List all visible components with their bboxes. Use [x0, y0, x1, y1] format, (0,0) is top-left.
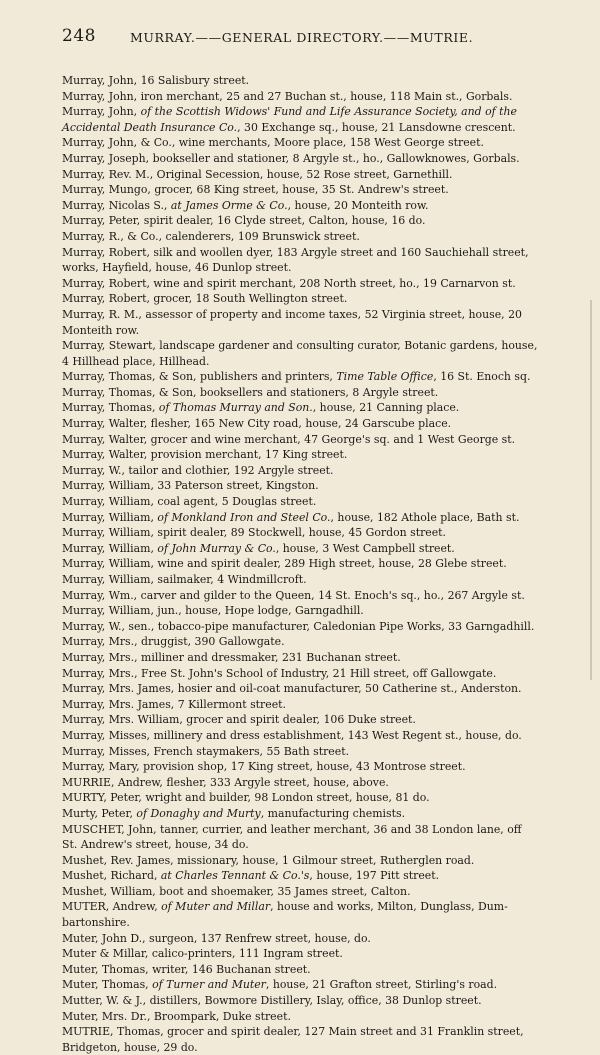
entry-line	[62, 604, 364, 617]
directory-entry	[62, 728, 557, 744]
entry-text: Mushet, Richard,	[62, 869, 161, 883]
entry-line	[62, 760, 466, 773]
page-edge-divider	[590, 300, 592, 680]
running-head: MURRAY.——GENERAL DIRECTORY.——MUTRIE.	[130, 30, 474, 45]
entry-line	[62, 479, 319, 492]
entry-line	[62, 854, 474, 867]
entry-line	[62, 698, 286, 711]
directory-entry	[62, 463, 557, 479]
entry-text: Murray, R., & Co., calenderers, 109 Brunswick street.	[62, 229, 360, 243]
directory-entry	[62, 198, 557, 214]
entry-italic-text: at James Orme & Co.	[170, 198, 288, 212]
entry-italic-text: of Monkland Iron and Steel Co.	[157, 510, 331, 524]
directory-entry	[62, 759, 557, 775]
entry-text: Murray, William, coal agent, 5 Douglas street.	[62, 495, 317, 509]
entry-text: , house, 21 Grafton street, Stirling's road.	[265, 978, 498, 992]
entry-italic-text: at Charles Tennant & Co.'s	[160, 869, 310, 883]
entry-text: MUTER, Andrew,	[62, 900, 162, 914]
entry-line	[62, 651, 401, 664]
directory-entry	[62, 369, 557, 385]
entry-text: Murty, Peter,	[62, 806, 137, 820]
directory-entry	[62, 494, 557, 510]
directory-entry	[62, 712, 557, 728]
entry-line	[62, 932, 371, 945]
directory-entry	[62, 416, 557, 432]
entry-line	[62, 511, 519, 524]
entry-text: Murray, Mrs. James, hosier and oil-coat manufacturer, 50 Catherine st., Anderston.	[62, 682, 522, 696]
entry-text: Monteith row.	[62, 323, 140, 337]
entry-line	[62, 900, 508, 913]
entry-text: Muter, John D., surgeon, 137 Renfrew street, house, do.	[62, 931, 371, 945]
entry-text: , house, 197 Pitt street.	[309, 869, 440, 883]
entry-line	[62, 339, 537, 352]
entry-line	[62, 947, 343, 960]
directory-entry	[62, 931, 557, 947]
directory-entry	[62, 556, 557, 572]
entry-text: Murray, William, sailmaker, 4 Windmillcroft.	[62, 573, 307, 586]
directory-entry	[62, 650, 557, 666]
entry-line	[62, 448, 347, 461]
entry-text: , 16 St. Enoch sq.	[433, 370, 531, 384]
directory-entry	[62, 697, 557, 713]
entry-text: Murray, Mary, provision shop, 17 King street, house, 43 Montrose street.	[62, 760, 466, 774]
entry-line	[62, 370, 530, 383]
entry-line	[62, 74, 249, 87]
entry-text: Murray, Thomas,	[62, 401, 159, 415]
entry-line	[62, 199, 428, 212]
entry-text: Murray, W., tailor and clothier, 192 Argyle street.	[62, 463, 334, 477]
entry-line	[62, 1025, 524, 1038]
entry-line	[62, 713, 416, 726]
entry-text: Murray, Joseph, bookseller and stationer, 8 Argyle st., ho., Gallowknowes, Gorbals.	[62, 151, 520, 165]
entry-continuation-line	[62, 323, 557, 339]
directory-entry	[62, 229, 557, 245]
directory-entry	[62, 213, 557, 229]
directory-entry	[62, 822, 557, 853]
entry-text: , house, 182 Athole place, Bath st.	[330, 510, 520, 524]
directory-entry	[62, 603, 557, 619]
directory-entry	[62, 510, 557, 526]
entry-text: Murray, W., sen., tobacco-pipe manufacturer, Caledonian Pipe Works, 33 Garngadhill.	[62, 619, 535, 633]
entry-line	[62, 978, 497, 991]
directory-entry	[62, 619, 557, 635]
directory-entry	[62, 790, 557, 806]
directory-entry	[62, 993, 557, 1009]
entry-text: Murray, William, wine and spirit dealer, 289 High street, house, 28 Glebe street.	[62, 557, 507, 571]
entry-line	[62, 729, 522, 742]
entry-text: St. Andrew's street, house, 34 do.	[62, 838, 249, 852]
entry-line	[62, 682, 521, 695]
directory-entry	[62, 681, 557, 697]
entry-text: Murray, Robert, silk and woollen dyer, 183 Argyle street and 160 Sauchiehall street,	[62, 245, 529, 259]
entry-text: Murray, Thomas, & Son, publishers and printers,	[62, 370, 337, 384]
directory-entry	[62, 775, 557, 791]
directory-entry	[62, 245, 557, 276]
entry-text: , house, 20 Monteith row.	[287, 198, 429, 212]
directory-entry	[62, 338, 557, 369]
directory-entries	[62, 73, 557, 1055]
entry-line	[62, 1010, 291, 1023]
entry-text: Murray, Walter, grocer and wine merchant, 47 George's sq. and 1 West George st.	[62, 432, 516, 446]
directory-entry	[62, 1024, 557, 1055]
directory-entry	[62, 806, 557, 822]
entry-line	[62, 246, 529, 259]
entry-line	[62, 308, 522, 321]
entry-text: Murray, William,	[62, 510, 158, 524]
directory-entry	[62, 541, 557, 557]
directory-entry	[62, 89, 557, 105]
directory-entry	[62, 962, 557, 978]
entry-line	[62, 464, 334, 477]
entry-italic-text: of John Murray & Co.	[157, 541, 276, 555]
directory-entry	[62, 135, 557, 151]
entry-text: Murray, William, spirit dealer, 89 Stockwell, house, 45 Gordon street.	[62, 526, 447, 540]
entry-line	[62, 292, 347, 305]
entry-text: Muter & Millar, calico-printers, 111 Ingram street.	[62, 947, 343, 961]
entry-text: , 30 Exchange sq., house, 21 Lansdowne crescent.	[237, 120, 516, 134]
directory-entry	[62, 432, 557, 448]
entry-text: Murray, Walter, provision merchant, 17 King street.	[62, 448, 348, 462]
entry-line	[62, 230, 360, 243]
directory-entry	[62, 167, 557, 183]
entry-line	[62, 495, 316, 508]
entry-text: Murray, Robert, grocer, 18 South Wellington street.	[62, 292, 348, 306]
entry-continuation-line	[62, 260, 557, 276]
entry-text: Murray, Walter, flesher, 165 New City road, house, 24 Garscube place.	[62, 417, 452, 431]
entry-line	[62, 168, 452, 181]
entry-line	[62, 963, 311, 976]
entry-text: Murray, Thomas, & Son, booksellers and stationers, 8 Argyle street.	[62, 385, 439, 399]
entry-line	[62, 869, 439, 882]
entry-text: Murray, William, jun., house, Hope lodge, Garngadhill.	[62, 604, 364, 618]
entry-text: Murray, William, 33 Paterson street, Kingston.	[62, 479, 319, 493]
directory-entry	[62, 899, 557, 930]
entry-text: Murray, Misses, millinery and dress establishment, 143 West Regent st., house, do.	[62, 728, 522, 742]
entry-line	[62, 401, 459, 414]
entry-text: Murray, Rev. M., Original Secession, house, 52 Rose street, Garnethill.	[62, 167, 453, 181]
entry-line	[62, 635, 285, 648]
entry-text: MURTY, Peter, wright and builder, 98 London street, house, 81 do.	[62, 791, 430, 805]
page-number: 248	[62, 26, 96, 46]
entry-text: Muter, Thomas,	[62, 978, 153, 992]
entry-text: 4 Hillhead place, Hillhead.	[62, 354, 210, 368]
entry-continuation-line	[62, 915, 557, 931]
entry-text: Murray, Misses, French staymakers, 55 Bath street.	[62, 744, 350, 758]
entry-continuation-line	[62, 120, 557, 136]
entry-text: Murray, John,	[62, 105, 141, 119]
directory-entry	[62, 946, 557, 962]
entry-line	[62, 620, 534, 633]
directory-entry	[62, 182, 557, 198]
entry-line	[62, 214, 425, 227]
entry-text: Murray, John, & Co., wine merchants, Moore place, 158 West George street.	[62, 136, 484, 150]
entry-line	[62, 542, 455, 555]
entry-continuation-line	[62, 354, 557, 370]
directory-entry	[62, 447, 557, 463]
entry-text: Murray, Wm., carver and gilder to the Queen, 14 St. Enoch's sq., ho., 267 Argyle st.	[62, 588, 525, 602]
entry-line	[62, 994, 482, 1007]
entry-line	[62, 105, 517, 118]
entry-line	[62, 589, 525, 602]
entry-line	[62, 807, 405, 820]
directory-entry	[62, 400, 557, 416]
directory-entry	[62, 868, 557, 884]
entry-text: Murray, Robert, wine and spirit merchant, 208 North street, ho., 19 Carnarvon st.	[62, 276, 516, 290]
entry-text: Murray, R. M., assessor of property and income taxes, 52 Virginia street, house, 20	[62, 307, 522, 321]
directory-entry	[62, 307, 557, 338]
directory-entry	[62, 634, 557, 650]
entry-text: Murray, Mungo, grocer, 68 King street, house, 35 St. Andrew's street.	[62, 183, 449, 197]
entry-italic-text: of Muter and Millar	[161, 900, 271, 914]
entry-text: Murray, Peter, spirit dealer, 16 Clyde street, Calton, house, 16 do.	[62, 214, 426, 228]
directory-entry	[62, 276, 557, 292]
entry-text: MUSCHET, John, tanner, currier, and leather merchant, 36 and 38 London lane, off	[62, 822, 522, 836]
directory-entry	[62, 478, 557, 494]
entry-text: Murray, Mrs. William, grocer and spirit dealer, 106 Duke street.	[62, 713, 416, 727]
entry-text: Murray, John, 16 Salisbury street.	[62, 74, 250, 87]
directory-entry	[62, 884, 557, 900]
entry-line	[62, 417, 451, 430]
entry-text: MURRIE, Andrew, flesher, 333 Argyle street, house, above.	[62, 775, 389, 789]
entry-text: Mushet, Rev. James, missionary, house, 1 Gilmour street, Rutherglen road.	[62, 853, 475, 867]
entry-line	[62, 152, 520, 165]
entry-line	[62, 136, 484, 149]
entry-text: Muter, Mrs. Dr., Broompark, Duke street.	[62, 1009, 291, 1023]
entry-text: Murray, Mrs. James, 7 Killermont street.	[62, 697, 286, 711]
entry-line	[62, 823, 522, 836]
directory-entry	[62, 744, 557, 760]
entry-text: Murray, William,	[62, 541, 158, 555]
entry-line	[62, 90, 512, 103]
entry-italic-text: of the Scottish Widows' Fund and Life Assurance Society, and of the	[140, 105, 517, 119]
entry-italic-text: of Turner and Muter	[152, 978, 266, 992]
directory-entry	[62, 1009, 557, 1025]
directory-entry	[62, 151, 557, 167]
entry-line	[62, 776, 389, 789]
entry-line	[62, 885, 411, 898]
entry-line	[62, 557, 507, 570]
entry-italic-text: Time Table Office	[336, 370, 434, 384]
entry-text: Muter, Thomas, writer, 146 Buchanan street.	[62, 962, 311, 976]
entry-line	[62, 526, 446, 539]
entry-line	[62, 183, 449, 196]
entry-text: Mushet, William, boot and shoemaker, 35 James street, Calton.	[62, 884, 411, 898]
directory-entry	[62, 385, 557, 401]
entry-text: Murray, Nicolas S.,	[62, 198, 171, 212]
entry-text: works, Hayfield, house, 46 Dunlop street.	[62, 261, 292, 275]
entry-italic-text: of Donaghy and Murty	[136, 806, 261, 820]
directory-entry	[62, 666, 557, 682]
entry-line	[62, 745, 349, 758]
directory-entry	[62, 291, 557, 307]
directory-entry	[62, 977, 557, 993]
entry-line	[62, 573, 307, 586]
directory-entry	[62, 73, 557, 89]
entry-text: , house, 3 West Campbell street.	[275, 541, 455, 555]
entry-italic-text: Accidental Death Insurance Co.	[62, 120, 238, 134]
directory-entry	[62, 525, 557, 541]
entry-text: Murray, Mrs., druggist, 390 Gallowgate.	[62, 635, 285, 649]
entry-text: MUTRIE, Thomas, grocer and spirit dealer, 127 Main street and 31 Franklin street,	[62, 1025, 524, 1039]
directory-entry	[62, 853, 557, 869]
entry-line	[62, 791, 430, 804]
entry-line	[62, 667, 496, 680]
entry-text: , house and works, Milton, Dunglass, Dum-	[270, 900, 508, 914]
entry-line	[62, 386, 438, 399]
directory-entry	[62, 588, 557, 604]
entry-line	[62, 433, 515, 446]
entry-text: Murray, Stewart, landscape gardener and consulting curator, Botanic gardens, house,	[62, 339, 538, 353]
entry-text: Murray, Mrs., milliner and dressmaker, 231 Buchanan street.	[62, 650, 401, 664]
entry-continuation-line	[62, 837, 557, 853]
entry-text: Murray, Mrs., Free St. John's School of Industry, 21 Hill street, off Gallowgate.	[62, 666, 497, 680]
directory-entry	[62, 572, 557, 588]
entry-text: Mutter, W. & J., distillers, Bowmore Distillery, Islay, office, 38 Dunlop street.	[62, 994, 482, 1008]
entry-italic-text: of Thomas Murray and Son.	[158, 401, 313, 415]
entry-text: Murray, John, iron merchant, 25 and 27 Buchan st., house, 118 Main st., Gorbals.	[62, 89, 513, 103]
entry-text: Bridgeton, house, 29 do.	[62, 1040, 198, 1054]
entry-text: bartonshire.	[62, 916, 130, 930]
entry-text: , house, 21 Canning place.	[312, 401, 460, 415]
entry-continuation-line	[62, 1040, 557, 1055]
entry-text: , manufacturing chemists.	[260, 806, 406, 820]
directory-entry	[62, 104, 557, 135]
entry-line	[62, 277, 516, 290]
